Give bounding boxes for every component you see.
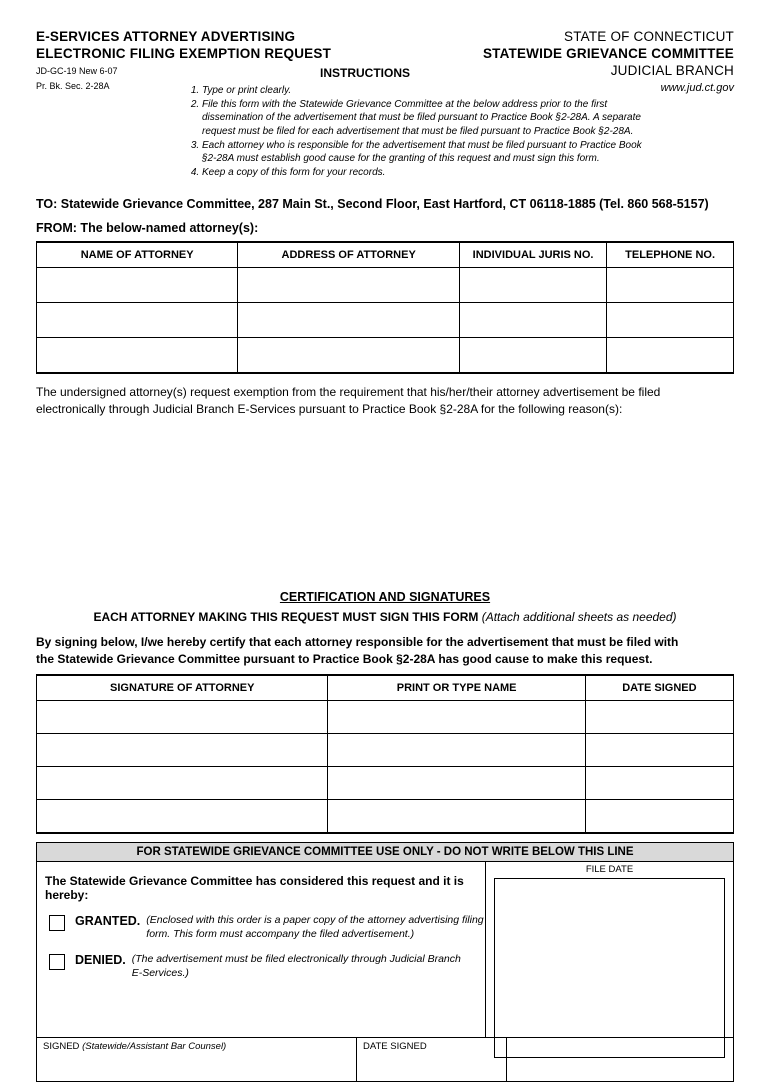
signature-table [36, 674, 734, 834]
from-line: FROM: The below-named attorney(s): [36, 221, 259, 236]
signature-table-header-row [37, 675, 734, 701]
instruction-item: 3. Each attorney who is responsible for the advertisement that must be filed pursuant to Practice Book §2-28A must establish good cause for the granting of this request and must sign this form. [202, 139, 652, 165]
attorney-table-header-row [37, 242, 734, 268]
attorney-juris-cell[interactable] [460, 338, 607, 374]
signature-cell[interactable] [37, 701, 328, 734]
column-header-signature: SIGNATURE OF ATTORNEY [37, 675, 328, 701]
date-signed-field[interactable] [357, 1038, 507, 1081]
file-date-box [485, 862, 733, 1038]
column-header-address: ADDRESS OF ATTORNEY [238, 242, 460, 268]
request-paragraph-line2: electronically through Judicial Branch E-Services pursuant to Practice Book §2-28A for the following reason(s): [36, 402, 623, 417]
file-date-label: FILE DATE [585, 864, 634, 876]
instructions-title: INSTRUCTIONS [320, 66, 410, 80]
certification-title: CERTIFICATION AND SIGNATURES [279, 590, 491, 605]
column-header-telephone: TELEPHONE NO. [607, 242, 734, 268]
request-paragraph-line1: The undersigned attorney(s) request exemption from the requirement that his/her/their attorney advertisement be filed [36, 385, 661, 400]
granted-label: GRANTED. [75, 914, 141, 929]
certification-subtitle-bold: EACH ATTORNEY MAKING THIS REQUEST MUST SIGN THIS FORM [93, 610, 479, 625]
reason-write-area[interactable] [36, 418, 734, 586]
attorney-phone-cell[interactable] [607, 303, 734, 338]
date-signed-label: DATE SIGNED [363, 1041, 427, 1053]
datesigned-cell[interactable] [585, 767, 733, 800]
certification-subtitle [36, 610, 734, 624]
denied-checkbox[interactable] [49, 954, 65, 970]
attorney-table [36, 241, 734, 374]
instruction-item: 2. File this form with the Statewide Grievance Committee at the below address prior to the first dissemination of the advertisement that must be filed pursuant to Practice Book §2-28A. A separate request must be filed for each advertisement that must be filed pursuant to Practice Book §2-28A. [202, 98, 652, 138]
table-row [37, 734, 734, 767]
form-title-line1: E-SERVICES ATTORNEY ADVERTISING [36, 29, 296, 44]
state-name: STATE OF CONNECTICUT [564, 29, 734, 44]
table-row [37, 303, 734, 338]
attorney-name-cell[interactable] [37, 268, 238, 303]
signature-cell[interactable] [37, 734, 328, 767]
file-date-stamp-area[interactable] [494, 878, 725, 1058]
granted-checkbox[interactable] [49, 915, 65, 931]
signed-field-label: SIGNED [43, 1041, 80, 1053]
attorney-name-cell[interactable] [37, 338, 238, 374]
signature-cell[interactable] [37, 767, 328, 800]
datesigned-cell[interactable] [585, 701, 733, 734]
denied-row[interactable] [49, 953, 519, 980]
table-row [37, 701, 734, 734]
table-row [37, 767, 734, 800]
column-header-name: NAME OF ATTORNEY [37, 242, 238, 268]
certification-body-line2: the Statewide Grievance Committee pursuant to Practice Book §2-28A has good cause to make this request. [36, 652, 653, 667]
website-url: www.jud.ct.gov [660, 82, 734, 94]
attorney-juris-cell[interactable] [460, 268, 607, 303]
attorney-juris-cell[interactable] [460, 303, 607, 338]
committee-use-bar: FOR STATEWIDE GRIEVANCE COMMITTEE USE ONLY - DO NOT WRITE BELOW THIS LINE [36, 842, 734, 862]
instructions-section [36, 66, 734, 179]
attorney-phone-cell[interactable] [607, 338, 734, 374]
column-header-datesigned: DATE SIGNED [585, 675, 733, 701]
signed-field-sublabel: (Statewide/Assistant Bar Counsel) [82, 1041, 227, 1053]
datesigned-cell[interactable] [585, 800, 733, 834]
committee-use-section [36, 862, 734, 1038]
denied-note: (The advertisement must be filed electronically through Judicial Branch E-Services.) [131, 953, 461, 979]
signature-cell[interactable] [37, 800, 328, 834]
committee-name: STATEWIDE GRIEVANCE COMMITTEE [482, 46, 734, 61]
attorney-phone-cell[interactable] [607, 268, 734, 303]
table-row [37, 800, 734, 834]
instructions-list [186, 84, 652, 179]
certification-body-line1: By signing below, I/we hereby certify that each attorney responsible for the advertisement that must be filed with [36, 635, 679, 650]
column-header-juris: INDIVIDUAL JURIS NO. [460, 242, 607, 268]
instruction-item: 4. Keep a copy of this form for your records. [202, 166, 652, 179]
attorney-name-cell[interactable] [37, 303, 238, 338]
column-header-printname: PRINT OR TYPE NAME [328, 675, 585, 701]
printname-cell[interactable] [328, 734, 585, 767]
certification-body [36, 634, 734, 668]
form-title-line2: ELECTRONIC FILING EXEMPTION REQUEST [36, 46, 332, 61]
attorney-address-cell[interactable] [238, 338, 460, 374]
printname-cell[interactable] [328, 701, 585, 734]
attorney-address-cell[interactable] [238, 268, 460, 303]
printname-cell[interactable] [328, 800, 585, 834]
denied-label: DENIED. [75, 953, 126, 968]
certification-subtitle-italic: (Attach additional sheets as needed) [481, 610, 677, 625]
table-row [37, 338, 734, 374]
practice-book-ref: Pr. Bk. Sec. 2-28A [36, 81, 110, 91]
datesigned-cell[interactable] [585, 734, 733, 767]
instruction-item: 1. Type or print clearly. [202, 84, 652, 97]
to-address-line: TO: Statewide Grievance Committee, 287 Main St., Second Floor, East Hartford, CT 06118-1885 (Tel. 860 568-5157) [36, 197, 709, 212]
attorney-address-cell[interactable] [238, 303, 460, 338]
granted-note: (Enclosed with this order is a paper copy of the attorney advertising filing form. This form must accompany the filed advertisement.) [146, 914, 484, 940]
considered-text: The Statewide Grievance Committee has considered this request and it is hereby: [45, 874, 464, 903]
granted-row[interactable] [49, 914, 519, 941]
signed-field[interactable] [37, 1038, 357, 1081]
table-row [37, 268, 734, 303]
request-paragraph [36, 384, 734, 418]
form-number: JD-GC-19 New 6-07 [36, 66, 118, 76]
printname-cell[interactable] [328, 767, 585, 800]
branch-name: JUDICIAL BRANCH [610, 63, 734, 78]
